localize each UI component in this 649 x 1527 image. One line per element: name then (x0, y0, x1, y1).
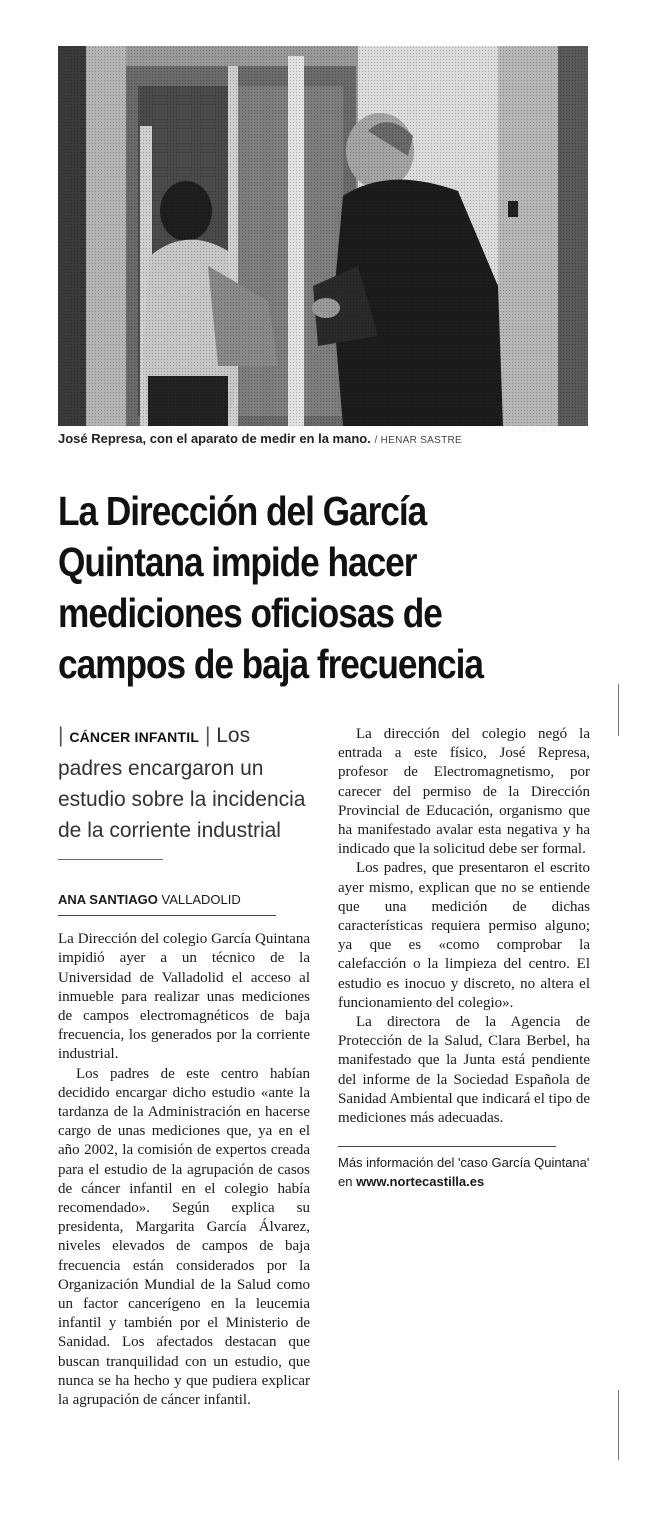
scan-edge-line (618, 1390, 619, 1460)
headline-line-1: La Dirección del García (58, 488, 427, 534)
section-label: CÁNCER INFANTIL (69, 729, 200, 745)
column-left (58, 720, 310, 1410)
headline (58, 486, 617, 690)
more-info (338, 1153, 590, 1191)
byline-divider (58, 915, 276, 916)
photo-illustration (58, 46, 588, 426)
caption-text: José Represa, con el aparato de medir en la mano. (58, 431, 371, 446)
paragraph-5: La directora de la Agencia de Protección de la Salud, Clara Berbel, ha manifestado que la Junta está pendiente del informe de la Sociedad Española de Sanidad Ambiental que indicará el tipo de mediciones más adecuadas. (338, 1014, 590, 1127)
paragraph-4: Los padres, que presentaron el escrito ayer mismo, explican que no se entiende que una medición de dichas características requiera permiso alguno; ya que es «como comprobar la calefacción o la limpieza del centro. El estudio es inocuo y discreto, no altera el funcionamiento del colegio». (338, 860, 590, 1011)
headline-line-4: campos de baja frecuencia (58, 641, 483, 687)
article-photo (58, 46, 588, 426)
kicker: | CÁNCER INFANTIL | Los padres encargaron un estudio sobre la incidencia de la corriente industrial (58, 724, 306, 842)
kicker-summary: Los padres encargaron un estudio sobre la incidencia de la corriente industrial (58, 724, 306, 842)
photo-credit: / HENAR SASTRE (374, 435, 463, 446)
photo-caption (58, 431, 618, 446)
headline-line-3: mediciones oficiosas de (58, 590, 442, 636)
scan-edge-line (618, 684, 619, 736)
paragraph-1: La Dirección del colegio García Quintana impidió ayer a un técnico de la Universidad de Valladolid el acceso al inmueble para realizar unas mediciones de campos electromagnéticos de baja frecuencia, los generados por la corriente industrial. (58, 931, 310, 1063)
paragraph-3: La dirección del colegio negó la entrada a este físico, José Represa, profesor de Electromagnetismo, por carecer del permiso de la Dirección Provincial de Educación, organismo que ha manifestado avalar esta negativa y ha indicado que la solicitud debe ser formal. (338, 726, 590, 858)
more-info-text: Más información del 'caso García Quintana' en (338, 1155, 590, 1190)
column-right (338, 725, 590, 1191)
more-info-divider (338, 1146, 556, 1147)
headline-line-2: Quintana impide hacer (58, 539, 417, 585)
byline-author: ANA SANTIAGO (58, 892, 158, 907)
kicker-divider (58, 859, 163, 860)
more-info-link[interactable]: www.nortecastilla.es (356, 1174, 485, 1190)
byline (58, 890, 310, 909)
byline-location: VALLADOLID (161, 892, 241, 907)
paragraph-2: Los padres de este centro habían decidido encargar dicho estudio «ante la tardanza de la Administración en hacerse cargo de unas mediciones que, ya en el año 2002, la comisión de expertos creada para el estudio de la agrupación de casos de cáncer infantil en el colegio había recomendado». Según explica su presidenta, Margarita García Álvarez, niveles elevados de campos de baja frecuencia están considerados por la Organización Mundial de la Salud como un factor cancerígeno en la leucemia infantil y también por el Ministerio de Sanidad. Los afectados destacan que buscan tranquilidad con un estudio, que nunca se ha hecho y que pudiera explicar la agrupación de cáncer infantil. (58, 1065, 310, 1409)
